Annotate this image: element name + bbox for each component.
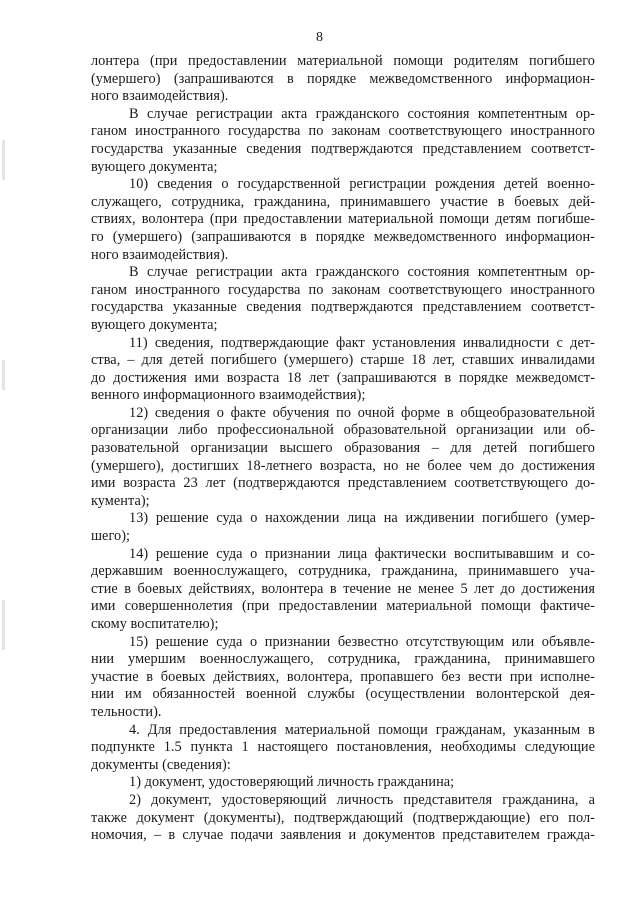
paragraph: [91, 546, 595, 634]
text-line: вующего документа;: [91, 316, 218, 333]
text-line: 2) документ, удостоверяющий личность представителя гражданина, а: [129, 791, 595, 808]
text-line: лонтера (при предоставлении материальной помощи родителям погибшего: [91, 53, 595, 69]
scan-edge-mark: [2, 600, 5, 650]
text-line: государства указанные сведения подтверждаются представлением соответст-: [91, 299, 595, 316]
paragraph: [91, 792, 595, 845]
text-line: 1) документ, удостоверяющий личность гражданина;: [129, 774, 455, 791]
text-line: 4. Для предоставления материальной помощи гражданам, указанным в: [129, 721, 595, 738]
text-line: ствиях, волонтера (при предоставлении материальной помощи детям погибше-: [91, 211, 595, 228]
text-line: служащего, сотрудника, гражданина, принимавшего участие в боевых дей-: [91, 193, 595, 210]
text-line: ства, – для детей погибшего (умершего) старше 18 лет, ставших инвалидами: [91, 352, 595, 369]
text-line: нии умершим военнослужащего, сотрудника, гражданина, принимавшего: [91, 651, 595, 668]
paragraph: [91, 53, 595, 106]
text-line: ганом иностранного государства по законам соответствующего иностранного: [91, 123, 595, 140]
text-line: ганом иностранного государства по законам соответствующего иностранного: [91, 281, 595, 298]
text-line: скому воспитателю);: [91, 616, 219, 632]
text-line: нии им обязанностей военной службы (осуществлении волонтерской дея-: [91, 686, 595, 703]
paragraph: [91, 634, 595, 722]
text-line: ими совершеннолетия (при предоставлении материальной помощи фактиче-: [91, 598, 595, 615]
scan-edge-mark: [2, 360, 5, 390]
document-body: [91, 53, 595, 845]
text-line: государства указанные сведения подтверждаются представлением соответст-: [91, 140, 595, 157]
text-line: 12) сведения о факте обучения по очной форме в общеобразовательной: [129, 404, 595, 421]
text-line: ного взаимодействия).: [91, 88, 229, 105]
paragraph: [91, 106, 595, 176]
text-line: 15) решение суда о признании безвестно отсутствующим или объявле-: [129, 633, 595, 650]
text-line: номочия, – в случае подачи заявления и документов представителем гражда-: [91, 827, 595, 844]
paragraph: [91, 176, 595, 264]
text-line: 10) сведения о государственной регистрации рождения детей военно-: [129, 176, 595, 193]
text-line: (умершего) (запрашиваются в порядке межведомственного информацион-: [91, 70, 595, 87]
text-line: документы (сведения):: [91, 756, 231, 773]
text-line: ими возраста 23 лет (подтверждаются представлением соответствующего до-: [91, 475, 595, 492]
text-line: венного информационного взаимодействия);: [91, 387, 366, 404]
text-line: также документ (документы), подтверждающий (подтверждающие) его пол-: [91, 809, 595, 826]
paragraph: [91, 335, 595, 405]
paragraph: [91, 774, 595, 792]
text-line: кумента);: [91, 492, 150, 509]
text-line: го (умершего) (запрашиваются в порядке межведомственного информацион-: [91, 228, 595, 245]
text-line: (умершего), достигших 18-летнего возраста, но не более чем до достижения: [91, 457, 595, 474]
paragraph: [91, 722, 595, 775]
paragraph: [91, 405, 595, 511]
text-line: стие в боевых действиях, волонтера в течение не менее 5 лет до достижения: [91, 580, 595, 597]
text-line: 11) сведения, подтверждающие факт установления инвалидности с дет-: [129, 334, 595, 351]
text-line: ного взаимодействия).: [91, 246, 229, 263]
scan-edge-mark: [2, 140, 5, 180]
text-line: 14) решение суда о признании лица фактически воспитывавшим и со-: [129, 545, 595, 562]
text-line: тельности).: [91, 703, 162, 720]
text-line: участие в боевых действиях, волонтера, пропавшего без вести при исполне-: [91, 668, 595, 685]
text-line: В случае регистрации акта гражданского состояния компетентным ор-: [129, 105, 595, 122]
page-number: 8: [316, 30, 323, 45]
text-line: организации либо профессиональной образовательной организации или об-: [91, 422, 595, 439]
text-line: подпункте 1.5 пункта 1 настоящего постановления, необходимы следующие: [91, 739, 595, 756]
text-line: до достижения ими возраста 18 лет (запрашиваются в порядке межведомст-: [91, 369, 595, 386]
text-line: 13) решение суда о нахождении лица на иждивении погибшего (умер-: [129, 510, 595, 527]
paragraph: [91, 510, 595, 545]
text-line: державшим военнослужащего, сотрудника, гражданина, принимавшего уча-: [91, 563, 595, 580]
text-line: вующего документа;: [91, 158, 218, 175]
text-line: В случае регистрации акта гражданского состояния компетентным ор-: [129, 264, 595, 281]
paragraph: [91, 264, 595, 334]
text-line: шего);: [91, 528, 131, 545]
text-line: разовательной организации высшего образования – для детей погибшего: [91, 440, 595, 457]
